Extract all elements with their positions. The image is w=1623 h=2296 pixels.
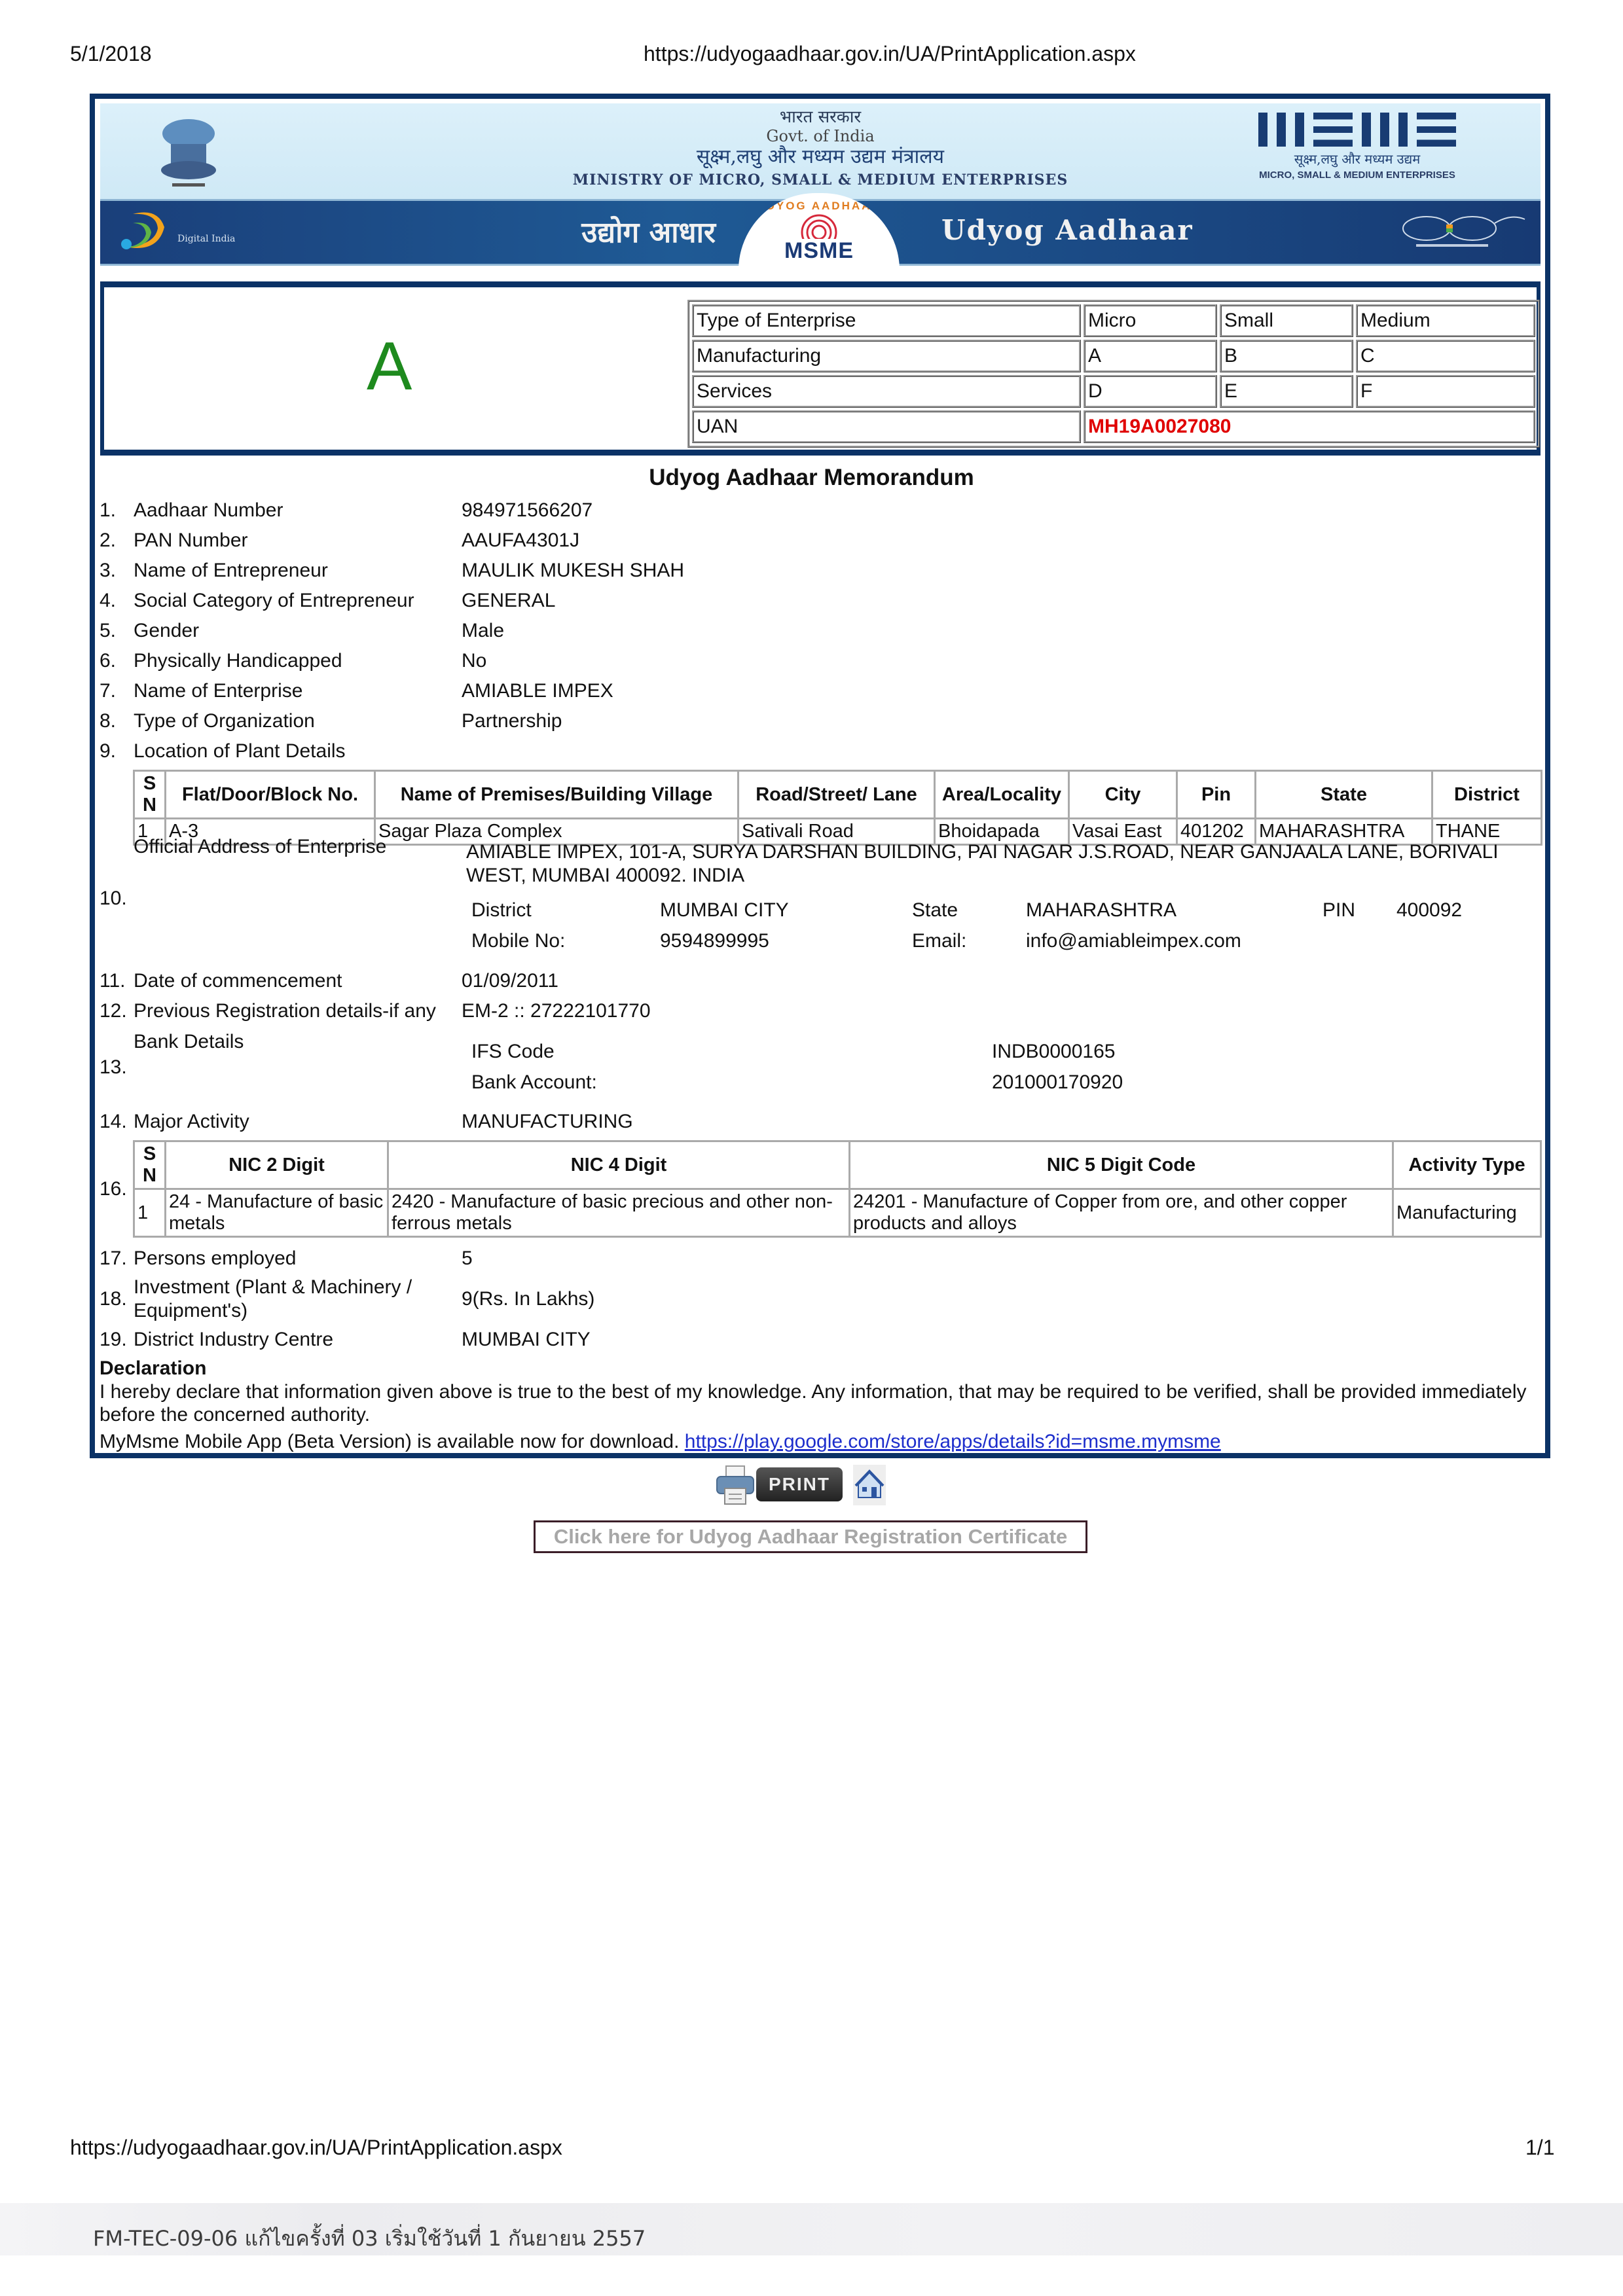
table-cell: A-3 xyxy=(166,819,375,845)
page-number: 1/1 xyxy=(1525,2136,1555,2159)
table-cell: Vasai East xyxy=(1069,819,1177,845)
table-cell: 1 xyxy=(134,819,166,845)
district-value: MUMBAI CITY xyxy=(660,899,789,921)
field-number: 5. xyxy=(100,620,117,641)
district-label: District xyxy=(471,899,532,921)
enterprise-type-table xyxy=(687,300,1540,448)
manufacturing-row xyxy=(692,340,1535,372)
table-cell: Bhoidapada xyxy=(935,819,1069,845)
banner-band xyxy=(100,199,1541,266)
uan-label: UAN xyxy=(692,410,1081,443)
district-industry-centre-value: MUMBAI CITY xyxy=(462,1329,591,1350)
field-plant-location xyxy=(100,740,346,762)
mobile-label: Mobile No: xyxy=(471,930,566,952)
table-cell: 24201 - Manufacture of Copper from ore, and other copper products and alloys xyxy=(850,1189,1393,1237)
official-address-label: Official Address of Enterprise xyxy=(134,836,387,857)
field-number: 13. xyxy=(100,1056,127,1078)
field-number: 14. xyxy=(100,1111,127,1132)
field-number: 4. xyxy=(100,590,117,611)
ministry-hindi: सूक्ष्म,लघु और मध्यम उद्यम मंत्रालय xyxy=(696,145,945,168)
field-label: District Industry Centre xyxy=(134,1329,334,1350)
column-header: SN xyxy=(134,1141,166,1189)
field-number: 11. xyxy=(100,970,126,992)
table-cell: THANE xyxy=(1432,819,1542,845)
field-number: 19. xyxy=(100,1329,127,1350)
nic-table-header-row xyxy=(134,1141,1541,1189)
footer-url: https://udyogaadhaar.gov.in/UA/PrintApplication.aspx xyxy=(70,2136,562,2159)
field-previous-registration xyxy=(100,1000,436,1022)
field-number: 3. xyxy=(100,560,117,581)
physically-handicapped-value: No xyxy=(462,650,487,672)
msme-hindi: सूक्ष्म,लघु और मध्यम उद्यम xyxy=(1294,151,1421,167)
field-number: 2. xyxy=(100,529,117,551)
ifs-code-value: INDB0000165 xyxy=(992,1041,1116,1062)
table-cell: 24 - Manufacture of basic metals xyxy=(166,1189,388,1237)
field-gender xyxy=(100,620,199,642)
field-label: Location of Plant Details xyxy=(134,740,346,762)
aadhaar-number-value: 984971566207 xyxy=(462,499,593,521)
column-header: Road/Street/ Lane xyxy=(739,771,935,819)
email-label: Email: xyxy=(912,930,967,952)
table-cell: A xyxy=(1084,340,1217,372)
msme-english: MICRO, SMALL & MEDIUM ENTERPRISES xyxy=(1259,170,1455,181)
memorandum-title: Udyog Aadhaar Memorandum xyxy=(649,465,974,490)
udyog-aadhaar-msme-logo xyxy=(739,193,900,270)
fingerprint-icon xyxy=(796,213,842,239)
lower-section xyxy=(100,1140,1540,1454)
table-cell: 401202 xyxy=(1177,819,1256,845)
declaration-text: I hereby declare that information given above is true to the best of my knowledge. Any information, that may be required to be verified, shall be provided immediately before the concerned authority. xyxy=(100,1381,1527,1426)
field-label: Major Activity xyxy=(134,1111,249,1132)
plant-location-table xyxy=(133,770,1542,846)
enterprise-name-value: AMIABLE IMPEX xyxy=(462,680,613,702)
commencement-date-value: 01/09/2011 xyxy=(462,970,558,992)
table-cell: Services xyxy=(692,375,1081,408)
mobile-app-link[interactable]: https://play.google.com/store/apps/details?id=msme.mymsme xyxy=(684,1431,1221,1452)
organization-type-value: Partnership xyxy=(462,710,562,732)
ifs-code-label: IFS Code xyxy=(471,1041,555,1062)
email-value: info@amiableimpex.com xyxy=(1026,930,1241,952)
field-label: PAN Number xyxy=(134,529,248,551)
field-physically-handicapped xyxy=(100,650,342,672)
field-label: Name of Enterprise xyxy=(134,680,303,702)
plant-table-header-row xyxy=(134,771,1542,819)
field-district-industry-centre xyxy=(100,1325,1540,1354)
pin-value: 400092 xyxy=(1396,899,1463,921)
column-header: City xyxy=(1069,771,1177,819)
digital-india-logo-icon xyxy=(119,207,171,255)
column-header: Activity Type xyxy=(1393,1141,1541,1189)
declaration-title: Declaration xyxy=(100,1357,207,1379)
nic-table xyxy=(133,1140,1542,1238)
mobile-value: 9594899995 xyxy=(660,930,769,952)
home-button[interactable] xyxy=(853,1465,886,1505)
column-header: Pin xyxy=(1177,771,1256,819)
social-category-value: GENERAL xyxy=(462,590,556,611)
pan-number-value: AAUFA4301J xyxy=(462,529,580,551)
print-controls xyxy=(716,1465,1043,1508)
field-number: 10. xyxy=(100,888,127,909)
bank-account-value: 201000170920 xyxy=(992,1071,1123,1093)
table-cell: Manufacturing xyxy=(692,340,1081,372)
field-number: 18. xyxy=(100,1288,127,1310)
udyog-aadhaar-english: Udyog Aadhaar xyxy=(941,214,1194,246)
official-address-line1: AMIABLE IMPEX, 101-A, SURYA DARSHAN BUILDING, PAI NAGAR J.S.ROAD, NEAR GANJAALA LANE, BORIVALI xyxy=(466,841,1499,863)
banner-top xyxy=(100,103,1541,199)
uan-row xyxy=(692,410,1535,443)
field-commencement-date xyxy=(100,970,342,992)
logo-msme-word: MSME xyxy=(784,238,854,263)
table-cell: C xyxy=(1356,340,1535,372)
state-label: State xyxy=(912,899,958,921)
logo-arc-text: UDYOG AADHAAR xyxy=(756,200,882,212)
field-number: 7. xyxy=(100,680,117,702)
column-header: Flat/Door/Block No. xyxy=(166,771,375,819)
table-cell: 2420 - Manufacture of basic precious and other non-ferrous metals xyxy=(388,1189,850,1237)
table-cell: Sagar Plaza Complex xyxy=(375,819,739,845)
printer-icon[interactable] xyxy=(716,1465,755,1505)
column-header: NIC 4 Digit xyxy=(388,1141,850,1189)
table-row xyxy=(134,1189,1541,1237)
gov-english: Govt. of India xyxy=(766,127,875,145)
services-row xyxy=(692,375,1535,408)
msme-logo-icon xyxy=(1213,113,1501,147)
field-label: Previous Registration details-if any xyxy=(134,1000,436,1022)
medium-header-cell: Medium xyxy=(1356,304,1535,337)
previous-registration-value: EM-2 :: 27222101770 xyxy=(462,1000,651,1022)
field-aadhaar-number xyxy=(100,499,283,522)
field-number: 9. xyxy=(100,740,117,762)
print-url: https://udyogaadhaar.gov.in/UA/PrintApplication.aspx xyxy=(644,42,1136,65)
table-cell: E xyxy=(1220,375,1353,408)
field-label: Date of commencement xyxy=(134,970,342,992)
bank-details-label: Bank Details xyxy=(134,1031,244,1052)
print-date: 5/1/2018 xyxy=(70,42,152,65)
field-label: Aadhaar Number xyxy=(134,499,283,521)
investment-label: Investment (Plant & Machinery / Equipment's) xyxy=(134,1276,412,1321)
field-number: 16. xyxy=(100,1177,127,1200)
table-cell: Sativali Road xyxy=(739,819,935,845)
major-activity-value: MANUFACTURING xyxy=(462,1111,633,1132)
pin-label: PIN xyxy=(1322,899,1356,921)
home-icon xyxy=(853,1465,886,1505)
micro-header-cell: Micro xyxy=(1084,304,1217,337)
column-header: Name of Premises/Building Village xyxy=(375,771,739,819)
swachh-bharat-logo-icon xyxy=(1396,210,1527,252)
column-header: NIC 2 Digit xyxy=(166,1141,388,1189)
field-enterprise-name xyxy=(100,680,302,702)
table-cell: D xyxy=(1084,375,1217,408)
field-label: Gender xyxy=(134,620,200,641)
enterprise-type-header-row xyxy=(692,304,1535,337)
field-social-category xyxy=(100,590,414,612)
field-label: Type of Organization xyxy=(134,710,315,732)
type-header-cell: Type of Enterprise xyxy=(692,304,1081,337)
column-header: NIC 5 Digit Code xyxy=(850,1141,1393,1189)
mobile-app-text: MyMsme Mobile App (Beta Version) is available now for download. xyxy=(100,1431,680,1452)
state-value: MAHARASHTRA xyxy=(1026,899,1177,921)
field-investment xyxy=(100,1273,1540,1325)
field-label: Name of Entrepreneur xyxy=(134,560,328,581)
table-cell: B xyxy=(1220,340,1353,372)
field-number: 1. xyxy=(100,499,117,521)
field-number: 12. xyxy=(100,1000,127,1022)
investment-value: 9(Rs. In Lakhs) xyxy=(462,1288,595,1310)
ministry-english: MINISTRY OF MICRO, SMALL & MEDIUM ENTERPRISES xyxy=(572,171,1068,188)
form-code: FM-TEC-09-06 แก้ไขครั้งที่ 03 เริ่มใช้วันที่ 1 กันยายน 2557 xyxy=(93,2226,646,2251)
field-label: Social Category of Entrepreneur xyxy=(134,590,414,611)
persons-employed-value: 5 xyxy=(462,1247,473,1269)
column-header: SN xyxy=(134,771,166,819)
official-address-line2: WEST, MUMBAI 400092. INDIA xyxy=(466,865,745,886)
table-cell: 1 xyxy=(134,1189,166,1237)
gender-value: Male xyxy=(462,620,505,641)
mobile-app-line xyxy=(100,1430,1540,1454)
digital-india-text: Digital India xyxy=(177,234,236,244)
table-cell: MAHARASHTRA xyxy=(1256,819,1432,845)
column-header: Area/Locality xyxy=(935,771,1069,819)
udyog-aadhaar-hindi: उद्योग आधार xyxy=(581,216,716,249)
gov-hindi: भारत सरकार xyxy=(779,107,862,127)
field-pan-number xyxy=(100,529,248,552)
field-label: Persons employed xyxy=(134,1247,297,1269)
field-persons-employed xyxy=(100,1244,1540,1273)
msme-logo xyxy=(1213,113,1501,182)
field-number: 17. xyxy=(100,1247,127,1269)
table-cell: F xyxy=(1356,375,1535,408)
enterprise-category-letter: A xyxy=(367,329,412,404)
registration-certificate-button[interactable]: Click here for Udyog Aadhaar Registration Certificate xyxy=(534,1520,1087,1553)
field-major-activity xyxy=(100,1111,249,1133)
column-header: State xyxy=(1256,771,1432,819)
table-cell: Manufacturing xyxy=(1393,1189,1541,1237)
nic-block xyxy=(100,1140,1540,1238)
small-header-cell: Small xyxy=(1220,304,1353,337)
field-label: Physically Handicapped xyxy=(134,650,342,672)
print-button[interactable]: PRINT xyxy=(756,1467,843,1501)
uan-value: MH19A0027080 xyxy=(1084,410,1535,443)
field-number: 8. xyxy=(100,710,117,732)
field-number: 6. xyxy=(100,650,117,672)
field-entrepreneur-name xyxy=(100,560,328,582)
bank-account-label: Bank Account: xyxy=(471,1071,597,1093)
column-header: District xyxy=(1432,771,1542,819)
entrepreneur-name-value: MAULIK MUKESH SHAH xyxy=(462,560,685,581)
field-organization-type xyxy=(100,710,315,732)
